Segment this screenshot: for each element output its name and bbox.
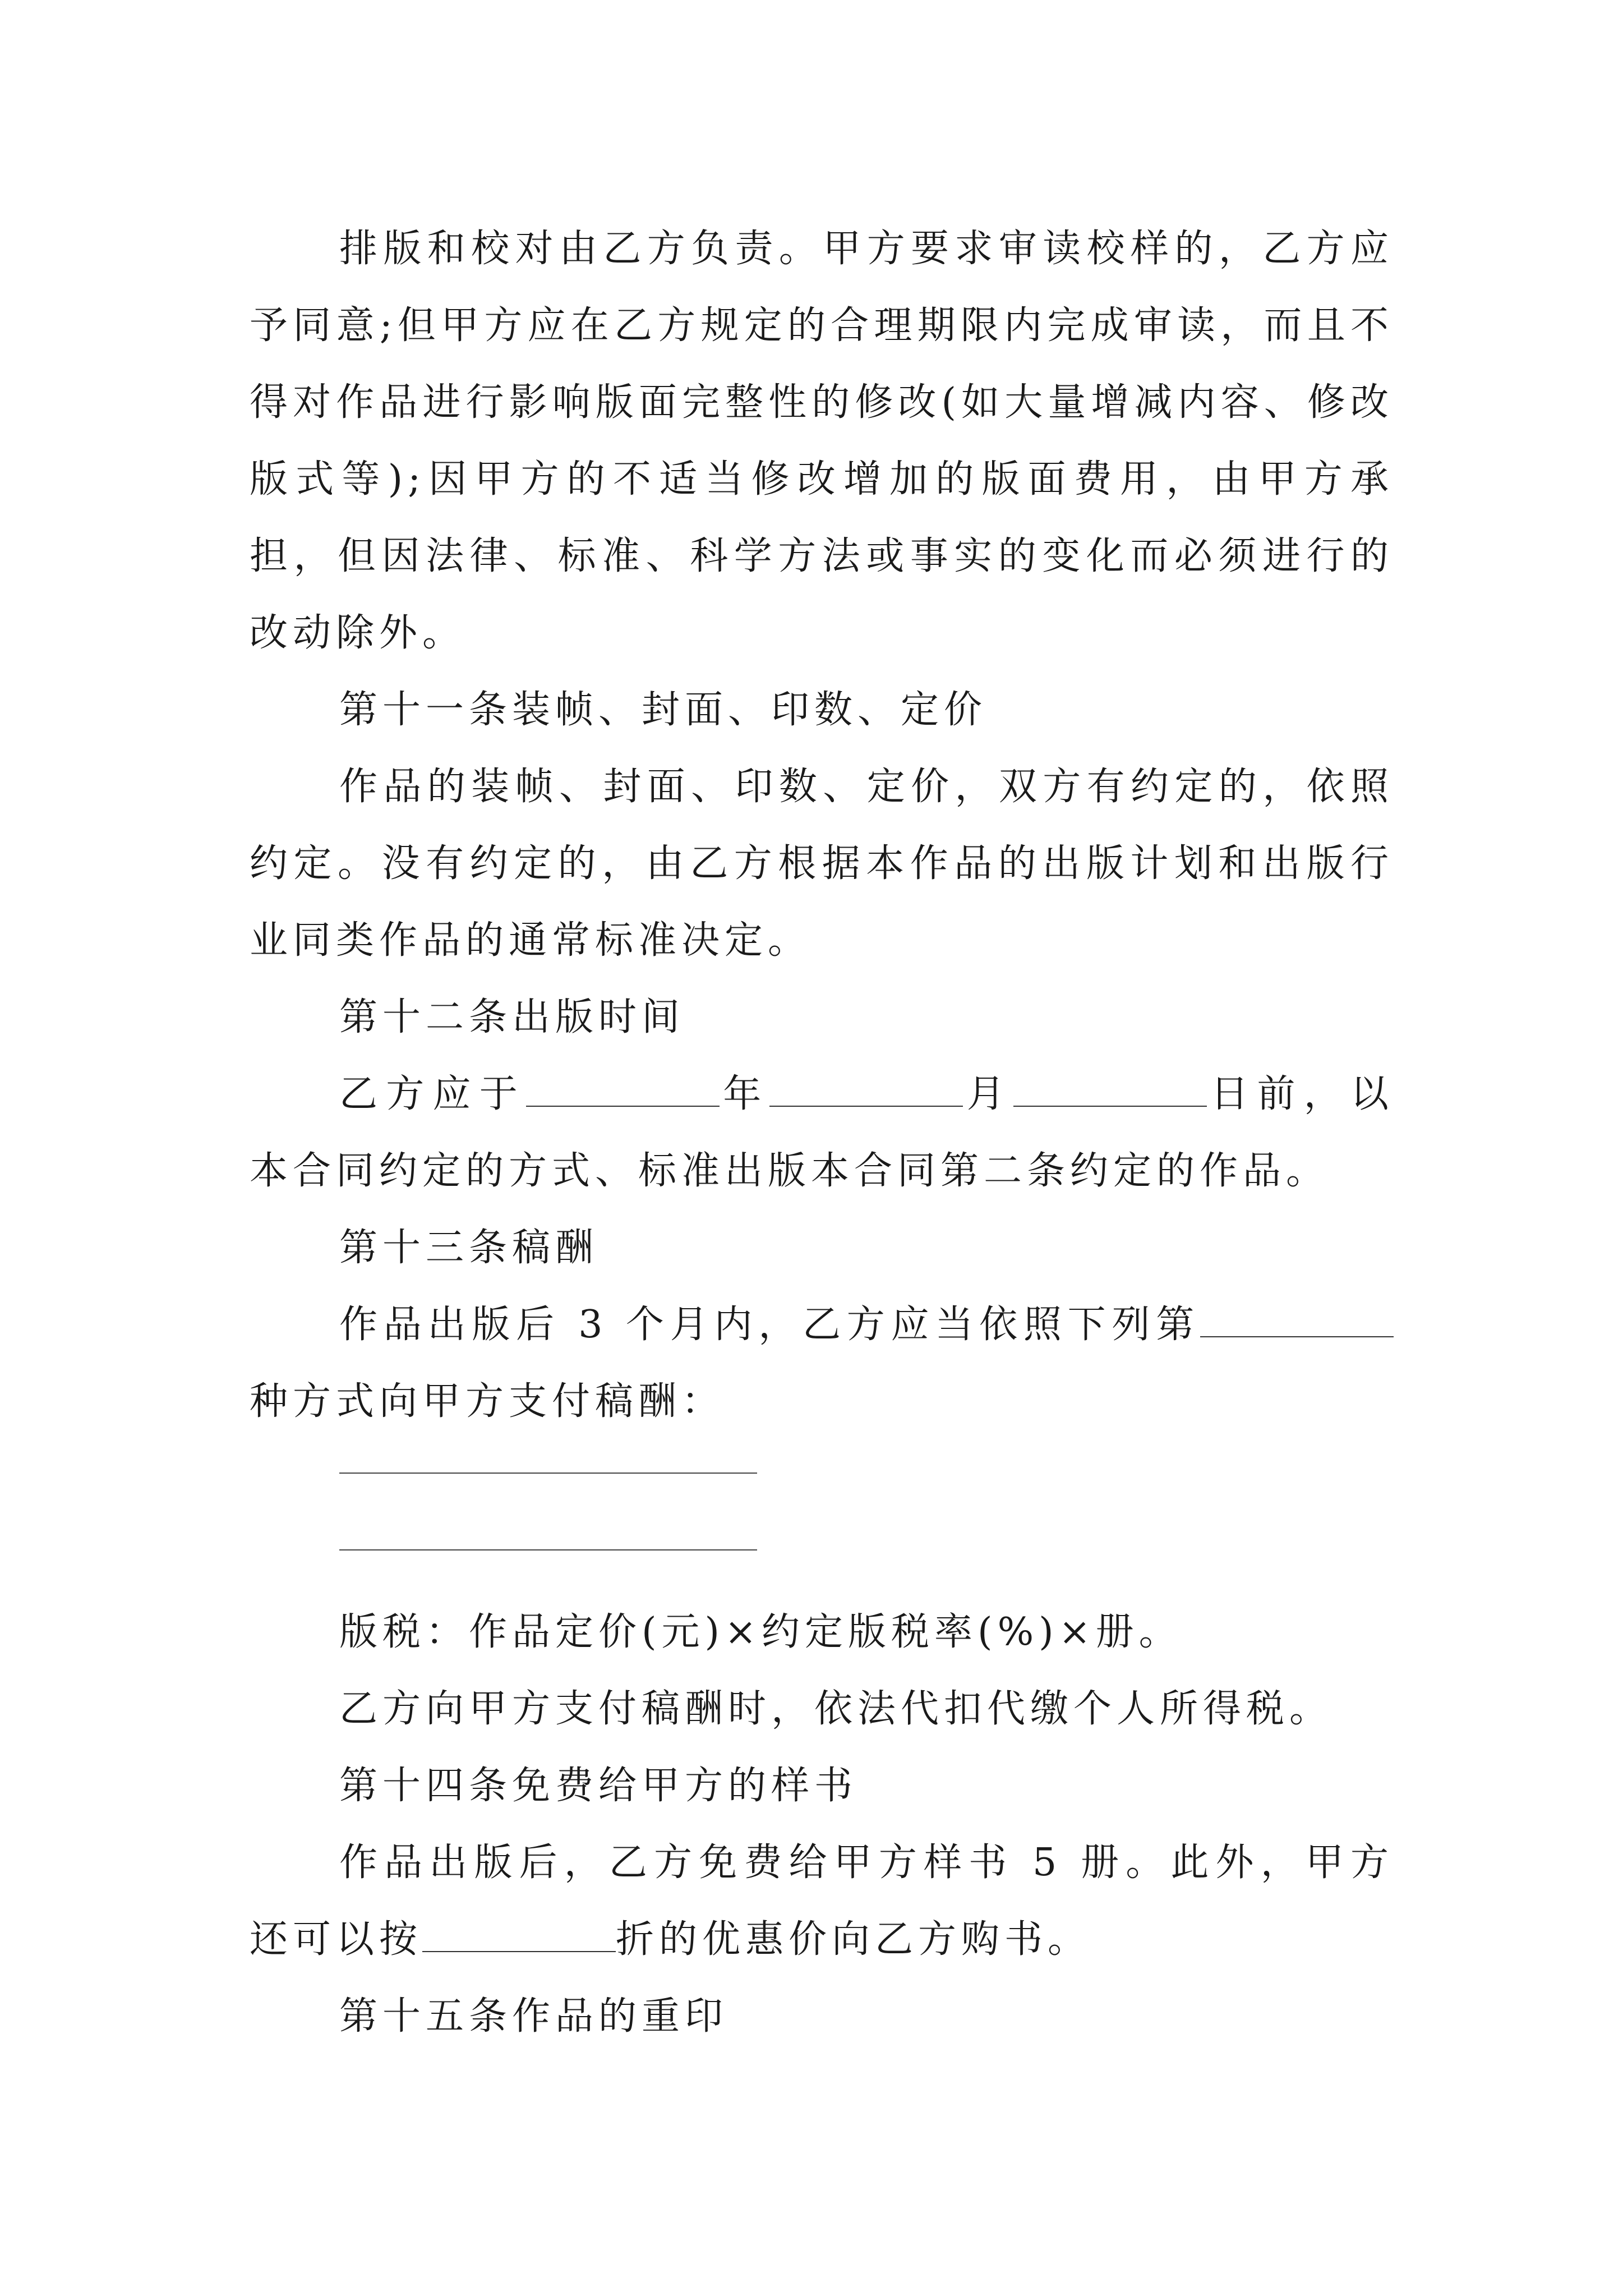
clause-12-paragraph: [250, 1056, 1394, 1209]
discount-blank[interactable]: [422, 1916, 616, 1952]
day-blank[interactable]: [1013, 1071, 1207, 1107]
clause-11-paragraph: 作品的装帧、封面、印数、定价，双方有约定的，依照约定。没有约定的，由乙方根据本作品的出版计划和出版行业同类作品的通常标准决定。: [250, 765, 1394, 963]
clause-13-text-a: 作品出版后 3 个月内，乙方应当依照下列第: [339, 1303, 1200, 1347]
clause-15-heading: 第十五条作品的重印: [339, 1994, 728, 2039]
clause-14-text-b: 折的优惠价向乙方购书。: [616, 1917, 1091, 1962]
clause-12-text-a: 乙方应于: [339, 1072, 526, 1116]
document-body: [250, 210, 1394, 2055]
payment-option-blank-1[interactable]: [339, 1473, 757, 1474]
month-blank[interactable]: [769, 1071, 963, 1107]
payment-option-line-1: [250, 1440, 1394, 1517]
tax-withholding-text: 乙方向甲方支付稿酬时，依法代扣代缴个人所得税。: [339, 1687, 1333, 1731]
clause-14-text-a: 作品出版后，乙方免费给甲方样书 5 册。此外，甲方还可以按: [250, 1841, 1394, 1962]
clause-14-paragraph: [250, 1824, 1394, 1978]
year-blank[interactable]: [526, 1071, 720, 1107]
payment-option-blank-2[interactable]: [339, 1549, 757, 1550]
clause-12-text-d: 日前，以本合同约定的方式、标准出版本合同第二条约定的作品。: [250, 1072, 1394, 1193]
clause-10-paragraph: 排版和校对由乙方负责。甲方要求审读校样的，乙方应予同意;但甲方应在乙方规定的合理期限内完成审读，而且不得对作品进行影响版面完整性的修改(如大量增减内容、修改版式等);因甲方的不适当修改增加的版面费用，由甲方承担，但因法律、标准、科学方法或事实的变化而必须进行的改动除外。: [250, 227, 1394, 655]
clause-12-heading: 第十二条出版时间: [339, 995, 685, 1039]
clause-13-text-b: 种方式向甲方支付稿酬：: [250, 1379, 725, 1424]
clause-14-heading: 第十四条免费给甲方的样书: [339, 1764, 858, 1808]
clause-13-heading: 第十三条稿酬: [339, 1226, 599, 1270]
clause-12-text-c: 月: [963, 1072, 1013, 1116]
royalty-formula: 版税：作品定价(元)×约定版税率(%)×册。: [339, 1610, 1182, 1654]
clause-13-paragraph: [250, 1286, 1394, 1440]
clause-11-heading: 第十一条装帧、封面、印数、定价: [339, 688, 988, 732]
payment-option-line-2: [250, 1517, 1394, 1594]
payment-method-blank[interactable]: [1200, 1301, 1394, 1337]
clause-12-text-b: 年: [719, 1072, 770, 1116]
